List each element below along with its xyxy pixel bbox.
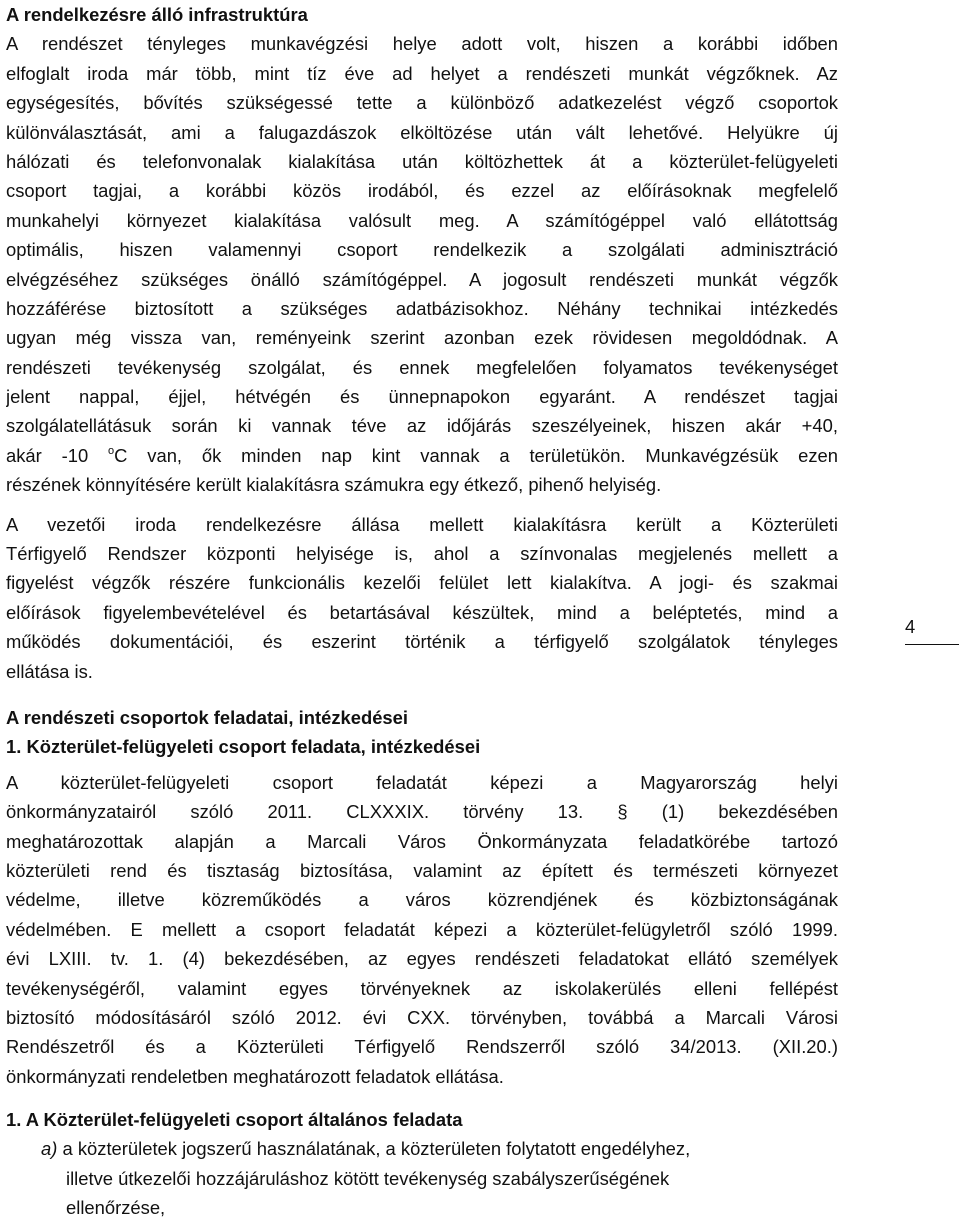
temp-after: C van, ők minden nap kint vannak a területükön. Munkavégzésük ezen (114, 444, 838, 466)
paragraph-line: hozzáférése biztosított a szükséges adatbázisokhoz. Néhány technikai intézkedés (6, 297, 838, 319)
paragraph-line: tevékenységéről, valamint egyes törvényeknek az iskolakerülés elleni fellépést (6, 977, 838, 999)
paragraph-line: különválasztását, ami a falugazdászok elköltözése után vált lehetővé. Helyükre új (6, 121, 838, 143)
list-item-a (6, 1134, 838, 1163)
page-number: 4 (905, 614, 959, 645)
paragraph-line: egységesítés, bővítés szükségessé tette a különböző adatkezelést végző csoportok (6, 92, 838, 114)
section-heading-tasks: A rendészeti csoportok feladatai, intézkedései (6, 706, 408, 728)
paragraph-line: A rendészet tényleges munkavégzési helye adott volt, hiszen a korábbi időben (6, 33, 838, 55)
paragraph-line: figyelést végzők részére funkcionális kezelői felület lett kialakítva. A jogi- és szakmai (6, 572, 838, 594)
paragraph-line: ugyan még vissza van, reményeink szerint azonban ezek rövidesen megoldódnak. A (6, 327, 838, 349)
list-item-continuation: illetve útkezelői hozzájáruláshoz kötött tevékenység szabályszerűségének (66, 1167, 670, 1189)
paragraph-line: védelmében. E mellett a csoport feladatát képezi a közterület-felügyletről szóló 1999. (6, 918, 838, 940)
paragraph-line: meghatározottak alapján a Marcali Város Önkormányzata feladatkörébe tartozó (6, 830, 838, 852)
paragraph-line: önkormányzatairól szóló 2011. CLXXXIX. törvény 13. § (1) bekezdésében (6, 801, 838, 823)
paragraph-line: védelme, illetve közreműködés a város közrendjének és közbiztonságának (6, 889, 838, 911)
list-marker: a) (41, 1138, 58, 1160)
paragraph-line: közterületi rend és tisztaság biztosítása, valamint az épített és természeti környezet (6, 859, 838, 881)
section-heading-infrastructure: A rendelkezésre álló infrastruktúra (6, 4, 308, 25)
paragraph-line: hálózati és telefonvonalak kialakítása után költözhettek át a közterület-felügyeleti (6, 150, 838, 172)
paragraph-line-last: részének könnyítésére került kialakításra számukra egy étkező, pihenő helyiség. (6, 474, 662, 496)
paragraph-line: biztosító módosításáról szóló 2012. évi CXX. törvényben, továbbá a Marcali Városi (6, 1006, 838, 1028)
paragraph-line-last: ellátása is. (6, 660, 93, 682)
paragraph-line: optimális, hiszen valamennyi csoport rendelkezik a szolgálati adminisztráció (6, 239, 838, 261)
temp-before: akár -10 (6, 444, 109, 466)
paragraph-line: munkahelyi környezet kialakítása valósult meg. A számítógéppel való ellátottság (6, 209, 838, 231)
paragraph-line: jelent nappal, éjjel, hétvégén és ünnepnapokon egyaránt. A rendészet tagjai (6, 386, 838, 408)
list-item-text: a közterületek jogszerű használatának, a közterületen folytatott engedélyhez, (62, 1138, 691, 1160)
list-item-continuation: ellenőrzése, (66, 1197, 166, 1219)
paragraph-line: A közterület-felügyeleti csoport feladatát képezi a Magyarország helyi (6, 771, 838, 793)
subheading-public-space-supervision: 1. Közterület-felügyeleti csoport feladata, intézkedései (6, 736, 481, 758)
document-page (6, 0, 838, 1223)
paragraph-line-temperature (6, 441, 838, 470)
paragraph-line: csoport tagjai, a korábbi közös irodából, és ezzel az előírásoknak megfelelő (6, 180, 838, 202)
paragraph-line: elvégzéséhez szükséges önálló számítógéppel. A jogosult rendészeti munkát végzők (6, 268, 838, 290)
paragraph-line-last: önkormányzati rendeletben meghatározott feladatok ellátása. (6, 1065, 504, 1087)
degree-sup: o (108, 444, 115, 457)
paragraph-line: A vezetői iroda rendelkezésre állása mellett kialakításra került a Közterületi (6, 513, 838, 535)
paragraph-line: Térfigyelő Rendszer központi helyisége is, ahol a színvonalas megjelenés mellett a (6, 543, 838, 565)
paragraph-line: évi LXIII. tv. 1. (4) bekezdésében, az egyes rendészeti feladatokat ellátó személyek (6, 948, 838, 970)
paragraph-line: elfoglalt iroda már több, mint tíz éve ad helyet a rendészeti munkát végzőknek. Az (6, 62, 838, 84)
paragraph-line: működés dokumentációi, és eszerint történik a térfigyelő szolgálatok tényleges (6, 631, 838, 653)
paragraph-line: rendészeti tevékenység szolgálat, és ennek megfelelően folyamatos tevékenységet (6, 356, 838, 378)
paragraph-line: előírások figyelembevételével és betartásával készültek, mind a beléptetés, mind a (6, 601, 838, 623)
paragraph-line: Rendészetről és a Közterületi Térfigyelő Rendszerről szóló 34/2013. (XII.20.) (6, 1036, 838, 1058)
subheading-general-task: 1. A Közterület-felügyeleti csoport általános feladata (6, 1109, 463, 1131)
paragraph-line: szolgálatellátásuk során ki vannak téve az időjárás szeszélyeinek, hiszen akár +40, (6, 415, 838, 437)
